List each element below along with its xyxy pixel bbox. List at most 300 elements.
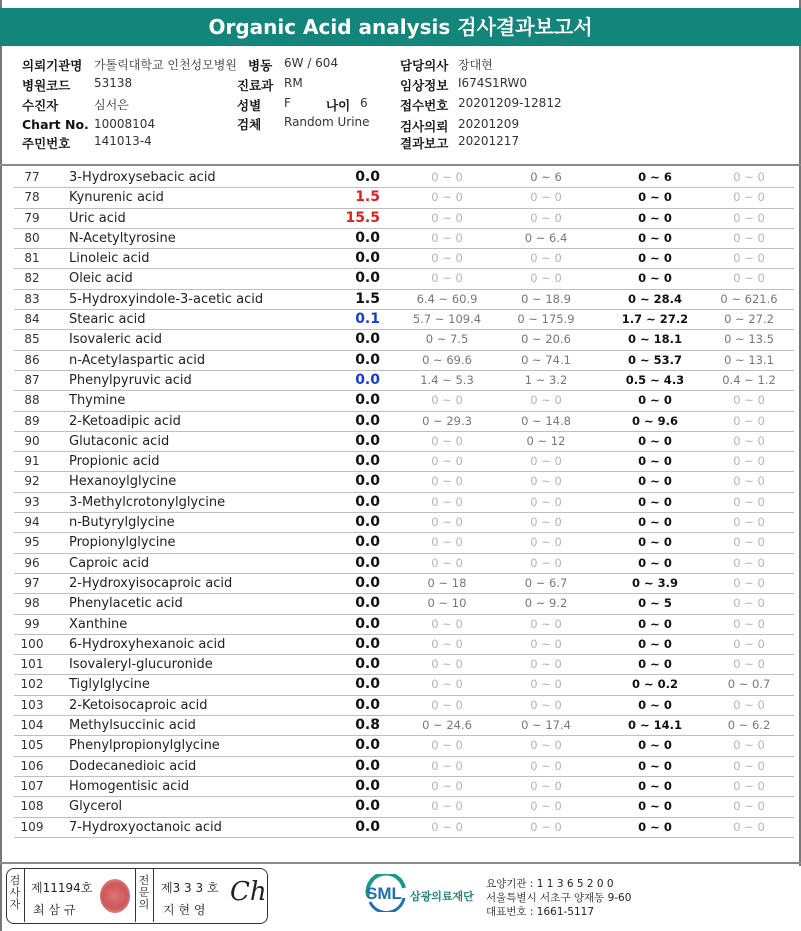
- reference-range-4: 0 ~ 0: [733, 575, 765, 590]
- report-title: Organic Acid analysis 검사결과보고서: [0, 8, 801, 46]
- row-number: 93: [24, 494, 40, 509]
- hospital-code-value: 53138: [94, 76, 133, 90]
- doctor-label: 담당의사: [400, 58, 449, 73]
- reference-range-4: 0 ~ 0: [733, 433, 765, 448]
- result-value: 0.0: [355, 331, 380, 348]
- reference-range-4: 0 ~ 0: [733, 819, 765, 834]
- lab-address: 서울특별시 서초구 양재동 9-60: [486, 892, 632, 904]
- specialist-license: 제3 3 3 호: [161, 881, 219, 895]
- verifier-license: 제11194호: [31, 881, 93, 895]
- reference-range-4: 0 ~ 0: [733, 271, 765, 286]
- analyte-name: Tiglylglycine: [69, 677, 150, 693]
- reference-range-2: 0 ~ 0: [530, 210, 562, 225]
- row-number: 105: [20, 738, 44, 753]
- seal-stamp-icon: [100, 879, 130, 913]
- table-row: [14, 188, 794, 208]
- analyte-name: 2-Hydroxyisocaproic acid: [69, 575, 233, 591]
- reference-range-1: 5.7 ~ 109.4: [412, 312, 482, 327]
- clinical-label: 임상정보: [400, 78, 449, 93]
- result-value: 0.1: [355, 311, 380, 328]
- reference-range-2: 0 ~ 17.4: [521, 718, 571, 733]
- department-value: RM: [284, 76, 303, 90]
- result-value: 15.5: [345, 209, 380, 226]
- signature: Ch: [230, 877, 267, 907]
- reference-range-3: 0 ~ 0: [638, 616, 672, 631]
- analyte-name: Uric acid: [69, 210, 126, 226]
- row-number: 102: [20, 677, 44, 692]
- reference-range-4: 0 ~ 0: [733, 697, 765, 712]
- age-value: 6: [360, 96, 368, 110]
- table-row: [14, 351, 794, 371]
- reference-range-2: 0 ~ 0: [530, 454, 562, 469]
- reference-range-2: 0 ~ 0: [530, 657, 562, 672]
- reference-range-4: 0 ~ 0: [733, 190, 765, 205]
- reference-range-2: 0 ~ 20.6: [521, 332, 571, 347]
- reference-range-3: 0 ~ 28.4: [627, 291, 683, 306]
- reference-range-1: 0 ~ 10: [427, 596, 467, 611]
- reference-range-4: 0 ~ 0: [733, 596, 765, 611]
- reference-range-1: 0 ~ 0: [431, 494, 463, 509]
- result-value: 0.0: [355, 534, 380, 551]
- resident-value: 141013-4: [94, 134, 152, 148]
- reference-range-2: 0 ~ 6.4: [524, 230, 568, 245]
- signature-box: [6, 868, 268, 924]
- lab-phone: 대표번호 : 1661-5117: [486, 906, 595, 918]
- reference-range-1: 0 ~ 0: [431, 616, 463, 631]
- table-row: [14, 675, 794, 695]
- table-row: [14, 412, 794, 432]
- specialist-name: 지 현 영: [163, 903, 206, 917]
- reference-range-2: 0 ~ 0: [530, 515, 562, 530]
- reference-range-4: 0 ~ 0: [733, 210, 765, 225]
- row-number: 77: [24, 170, 40, 184]
- reference-range-3: 0 ~ 3.9: [631, 575, 679, 590]
- table-row: [14, 269, 794, 289]
- institution-code: 요양기관 : 1 1 3 6 5 2 0 0: [486, 878, 614, 890]
- table-row: [14, 513, 794, 533]
- table-row: [14, 229, 794, 249]
- row-number: 96: [24, 555, 40, 570]
- reference-range-4: 0 ~ 0.7: [727, 677, 771, 692]
- result-value: 0.0: [355, 615, 380, 632]
- reference-range-3: 0 ~ 0: [638, 535, 672, 550]
- analyte-name: Phenylpropionylglycine: [69, 738, 220, 754]
- reference-range-2: 0 ~ 74.1: [521, 352, 571, 367]
- reference-range-1: 0 ~ 0: [431, 778, 463, 793]
- reference-range-1: 0 ~ 0: [431, 210, 463, 225]
- table-row: [14, 472, 794, 492]
- reference-range-3: 0 ~ 0: [638, 494, 672, 509]
- result-value: 1.5: [355, 290, 380, 307]
- table-row: [14, 432, 794, 452]
- row-number: 84: [24, 312, 40, 327]
- result-value: 0.0: [355, 229, 380, 246]
- reference-range-3: 0 ~ 0: [638, 515, 672, 530]
- reference-range-4: 0 ~ 0: [733, 799, 765, 814]
- result-value: 0.0: [355, 412, 380, 429]
- reference-range-1: 0 ~ 0: [431, 799, 463, 814]
- reference-range-4: 0 ~ 0: [733, 494, 765, 509]
- table-row: [14, 615, 794, 635]
- row-number: 82: [24, 271, 40, 286]
- reference-range-4: 0 ~ 0: [733, 758, 765, 773]
- reference-range-1: 0 ~ 18: [427, 575, 467, 590]
- row-number: 83: [24, 291, 40, 306]
- row-number: 107: [20, 778, 44, 793]
- reference-range-4: 0 ~ 27.2: [724, 312, 774, 327]
- patient-info: [0, 46, 801, 166]
- row-number: 79: [24, 210, 40, 225]
- result-value: 0.0: [355, 798, 380, 815]
- result-value: 0.0: [355, 392, 380, 409]
- reference-range-2: 0 ~ 6.7: [524, 575, 568, 590]
- specimen-label: 검체: [237, 117, 262, 132]
- result-value: 0.0: [355, 473, 380, 490]
- sex-label: 성별: [237, 98, 262, 113]
- reference-range-2: 0 ~ 12: [526, 433, 566, 448]
- table-row: [14, 777, 794, 797]
- result-value: 0.0: [355, 777, 380, 794]
- reference-range-1: 0 ~ 0: [431, 758, 463, 773]
- analyte-name: Homogentisic acid: [69, 778, 190, 794]
- result-value: 0.0: [355, 371, 380, 388]
- analyte-name: Phenylacetic acid: [69, 596, 183, 612]
- reference-range-2: 0 ~ 0: [530, 555, 562, 570]
- reference-range-1: 0 ~ 69.6: [422, 352, 472, 367]
- reference-range-3: 0 ~ 0: [638, 454, 672, 469]
- institution-label: 의뢰기관명: [22, 58, 83, 73]
- receipt-value: 20201209-12812: [458, 96, 562, 110]
- reference-range-4: 0 ~ 0: [733, 251, 765, 266]
- reference-range-3: 0 ~ 0: [638, 799, 672, 814]
- sml-logo: [364, 874, 484, 914]
- reference-range-2: 0 ~ 0: [530, 697, 562, 712]
- reference-range-4: 0 ~ 0: [733, 515, 765, 530]
- analyte-name: Thymine: [69, 393, 126, 409]
- reference-range-3: 0 ~ 9.6: [631, 413, 679, 428]
- reference-range-2: 0 ~ 0: [530, 758, 562, 773]
- analyte-name: Caproic acid: [69, 555, 150, 571]
- reference-range-2: 0 ~ 0: [530, 190, 562, 205]
- header-divider: [0, 164, 801, 166]
- reference-range-4: 0 ~ 0: [733, 616, 765, 631]
- results-table: [14, 168, 794, 838]
- reference-range-3: 1.7 ~ 27.2: [621, 312, 689, 327]
- table-row: [14, 736, 794, 756]
- age-label: 나이: [326, 98, 351, 113]
- ward-label: 병동: [248, 58, 273, 73]
- department-label: 진료과: [237, 78, 274, 93]
- result-value: 0.0: [355, 493, 380, 510]
- report-label: 결과보고: [400, 136, 449, 151]
- reference-range-4: 0 ~ 0: [733, 393, 765, 408]
- analyte-name: Methylsuccinic acid: [69, 718, 196, 734]
- receipt-label: 접수번호: [400, 98, 449, 113]
- result-value: 0.0: [355, 270, 380, 287]
- analyte-name: 2-Ketoadipic acid: [69, 413, 181, 429]
- reference-range-3: 0 ~ 6: [638, 170, 672, 184]
- row-number: 85: [24, 332, 40, 347]
- reference-range-4: 0 ~ 0: [733, 413, 765, 428]
- chart-label: Chart No.: [22, 117, 89, 132]
- reference-range-4: 0 ~ 0: [733, 535, 765, 550]
- row-number: 90: [24, 433, 40, 448]
- reference-range-4: 0 ~ 13.1: [724, 352, 774, 367]
- reference-range-1: 0 ~ 7.5: [425, 332, 469, 347]
- analyte-name: Isovaleric acid: [69, 332, 163, 348]
- table-row: [14, 168, 794, 188]
- table-row: [14, 330, 794, 350]
- reference-range-2: 0 ~ 0: [530, 778, 562, 793]
- row-number: 106: [20, 758, 44, 773]
- analyte-name: Phenylpyruvic acid: [69, 372, 192, 388]
- ward-value: 6W / 604: [284, 56, 339, 70]
- reference-range-1: 0 ~ 0: [431, 170, 463, 184]
- result-value: 0.0: [355, 514, 380, 531]
- report-footer: [0, 864, 801, 931]
- reference-range-2: 0 ~ 18.9: [521, 291, 571, 306]
- table-row: [14, 310, 794, 330]
- table-row: [14, 696, 794, 716]
- analyte-name: Stearic acid: [69, 312, 146, 328]
- reference-range-2: 0 ~ 14.8: [521, 413, 571, 428]
- result-value: 1.5: [355, 189, 380, 206]
- result-value: 0.0: [355, 595, 380, 612]
- row-number: 100: [20, 636, 44, 651]
- analyte-name: n-Butyrylglycine: [69, 515, 175, 531]
- reference-range-1: 0 ~ 0: [431, 433, 463, 448]
- result-value: 0.0: [355, 818, 380, 835]
- result-value: 0.0: [355, 554, 380, 571]
- reference-range-3: 0 ~ 0: [638, 758, 672, 773]
- result-value: 0.0: [355, 676, 380, 693]
- reference-range-3: 0 ~ 0: [638, 636, 672, 651]
- table-row: [14, 574, 794, 594]
- reference-range-2: 0 ~ 0: [530, 636, 562, 651]
- analyte-name: 7-Hydroxyoctanoic acid: [69, 819, 222, 835]
- logo-korean: 삼광의료재단: [410, 890, 474, 903]
- reference-range-1: 0 ~ 0: [431, 636, 463, 651]
- reference-range-1: 0 ~ 0: [431, 677, 463, 692]
- row-number: 97: [24, 575, 40, 590]
- reference-range-3: 0 ~ 0: [638, 738, 672, 753]
- row-number: 95: [24, 535, 40, 550]
- reference-range-3: 0 ~ 53.7: [627, 352, 683, 367]
- row-number: 109: [20, 819, 44, 834]
- row-number: 104: [20, 718, 44, 733]
- analyte-name: n-Acetylaspartic acid: [69, 352, 206, 368]
- reference-range-3: 0 ~ 0: [638, 474, 672, 489]
- reference-range-4: 0 ~ 0: [733, 738, 765, 753]
- result-value: 0.0: [355, 656, 380, 673]
- reference-range-2: 0 ~ 0: [530, 819, 562, 834]
- reference-range-4: 0 ~ 0: [733, 555, 765, 570]
- table-row: [14, 533, 794, 553]
- table-row: [14, 391, 794, 411]
- logo-text: SML: [366, 884, 402, 903]
- reference-range-2: 0 ~ 0: [530, 738, 562, 753]
- request-value: 20201209: [458, 117, 520, 131]
- reference-range-3: 0 ~ 0: [638, 210, 672, 225]
- patient-label: 수진자: [22, 98, 59, 113]
- analyte-name: N-Acetyltyrosine: [69, 230, 176, 246]
- reference-range-2: 0 ~ 0: [530, 799, 562, 814]
- reference-range-4: 0 ~ 0: [733, 454, 765, 469]
- row-number: 89: [24, 413, 40, 428]
- table-row: [14, 655, 794, 675]
- table-row: [14, 493, 794, 513]
- sex-value: F: [284, 96, 291, 110]
- patient-name: 심서은: [94, 98, 129, 112]
- reference-range-1: 1.4 ~ 5.3: [420, 372, 474, 387]
- chart-value: 10008104: [94, 117, 156, 131]
- institution-value: 가톨릭대학교 인천성모병원: [94, 58, 237, 72]
- reference-range-3: 0 ~ 0: [638, 271, 672, 286]
- result-value: 0.0: [355, 351, 380, 368]
- reference-range-2: 0 ~ 6: [530, 170, 562, 184]
- reference-range-3: 0 ~ 0: [638, 819, 672, 834]
- analyte-name: Xanthine: [69, 616, 128, 632]
- specimen-value: Random Urine: [284, 115, 370, 129]
- result-value: 0.0: [355, 453, 380, 470]
- result-value: 0.0: [355, 737, 380, 754]
- table-row: [14, 716, 794, 736]
- analyte-name: Propionylglycine: [69, 535, 176, 551]
- reference-range-4: 0 ~ 621.6: [720, 291, 778, 306]
- table-row: [14, 635, 794, 655]
- row-number: 94: [24, 515, 40, 530]
- reference-range-2: 0 ~ 0: [530, 393, 562, 408]
- row-number: 88: [24, 393, 40, 408]
- reference-range-1: 0 ~ 0: [431, 535, 463, 550]
- reference-range-1: 0 ~ 0: [431, 454, 463, 469]
- reference-range-4: 0 ~ 0: [733, 474, 765, 489]
- table-row: [14, 249, 794, 269]
- analyte-name: Glutaconic acid: [69, 433, 170, 449]
- reference-range-3: 0 ~ 0: [638, 190, 672, 205]
- reference-range-1: 0 ~ 0: [431, 738, 463, 753]
- hospital-code-label: 병원코드: [22, 78, 71, 93]
- reference-range-1: 0 ~ 0: [431, 555, 463, 570]
- reference-range-3: 0 ~ 14.1: [627, 718, 683, 733]
- table-row: [14, 554, 794, 574]
- reference-range-2: 0 ~ 0: [530, 494, 562, 509]
- reference-range-4: 0 ~ 0: [733, 170, 765, 184]
- result-value: 0.0: [355, 635, 380, 652]
- reference-range-3: 0 ~ 0: [638, 657, 672, 672]
- analyte-name: 3-Hydroxysebacic acid: [69, 170, 216, 185]
- verifier-name: 최 삼 규: [33, 903, 76, 917]
- table-row: [14, 818, 794, 838]
- reference-range-4: 0 ~ 0: [733, 230, 765, 245]
- reference-range-3: 0 ~ 0: [638, 393, 672, 408]
- result-value: 0.0: [355, 250, 380, 267]
- reference-range-3: 0 ~ 18.1: [627, 332, 683, 347]
- table-row: [14, 209, 794, 229]
- table-row: [14, 757, 794, 777]
- reference-range-2: 0 ~ 175.9: [517, 312, 575, 327]
- reference-range-1: 0 ~ 0: [431, 190, 463, 205]
- reference-range-3: 0 ~ 0: [638, 555, 672, 570]
- analyte-name: 5-Hydroxyindole-3-acetic acid: [69, 291, 264, 307]
- row-number: 81: [24, 251, 40, 266]
- analyte-name: Propionic acid: [69, 454, 160, 470]
- result-value: 0.0: [355, 169, 380, 185]
- reference-range-3: 0.5 ~ 4.3: [625, 372, 685, 387]
- reference-range-1: 0 ~ 0: [431, 697, 463, 712]
- row-number: 99: [24, 616, 40, 631]
- report-value: 20201217: [458, 134, 520, 148]
- verifier-label: 검 사 자: [9, 874, 21, 911]
- reference-range-1: 0 ~ 0: [431, 393, 463, 408]
- row-number: 91: [24, 454, 40, 469]
- analyte-name: 2-Ketoisocaproic acid: [69, 697, 208, 713]
- reference-range-3: 0 ~ 0: [638, 697, 672, 712]
- reference-range-3: 0 ~ 0: [638, 433, 672, 448]
- result-value: 0.0: [355, 696, 380, 713]
- row-number: 86: [24, 352, 40, 367]
- reference-range-2: 0 ~ 0: [530, 677, 562, 692]
- reference-range-1: 0 ~ 0: [431, 251, 463, 266]
- doctor-value: 장대현: [458, 58, 493, 72]
- reference-range-4: 0 ~ 13.5: [724, 332, 774, 347]
- row-number: 78: [24, 190, 40, 205]
- row-number: 108: [20, 799, 44, 814]
- row-number: 80: [24, 230, 40, 245]
- row-number: 101: [20, 657, 44, 672]
- table-row: [14, 594, 794, 614]
- table-row: [14, 371, 794, 391]
- reference-range-3: 0 ~ 0.2: [631, 677, 679, 692]
- result-value: 0.0: [355, 574, 380, 591]
- reference-range-4: 0 ~ 0: [733, 636, 765, 651]
- reference-range-2: 0 ~ 0: [530, 474, 562, 489]
- reference-range-3: 0 ~ 0: [638, 778, 672, 793]
- analyte-name: Dodecanedioic acid: [69, 758, 197, 774]
- row-number: 98: [24, 596, 40, 611]
- analyte-name: 3-Methylcrotonylglycine: [69, 494, 226, 510]
- specialist-label: 전 문 의: [138, 874, 150, 911]
- reference-range-3: 0 ~ 0: [638, 230, 672, 245]
- reference-range-4: 0 ~ 0: [733, 657, 765, 672]
- table-row: [14, 290, 794, 310]
- reference-range-1: 0 ~ 0: [431, 819, 463, 834]
- table-row: [14, 452, 794, 472]
- reference-range-1: 0 ~ 29.3: [422, 413, 472, 428]
- reference-range-3: 0 ~ 5: [638, 596, 672, 611]
- reference-range-1: 0 ~ 24.6: [422, 718, 472, 733]
- reference-range-1: 0 ~ 0: [431, 271, 463, 286]
- analyte-name: Kynurenic acid: [69, 190, 164, 206]
- analyte-name: Oleic acid: [69, 271, 133, 287]
- reference-range-2: 0 ~ 9.2: [524, 596, 568, 611]
- reference-range-4: 0.4 ~ 1.2: [722, 372, 776, 387]
- reference-range-4: 0 ~ 6.2: [727, 718, 771, 733]
- row-number: 103: [20, 697, 44, 712]
- reference-range-3: 0 ~ 0: [638, 251, 672, 266]
- row-number: 87: [24, 372, 40, 387]
- analyte-name: Isovaleryl-glucuronide: [69, 657, 213, 673]
- result-value: 0.0: [355, 757, 380, 774]
- reference-range-2: 0 ~ 0: [530, 271, 562, 286]
- resident-label: 주민번호: [22, 136, 71, 151]
- row-number: 92: [24, 474, 40, 489]
- analyte-name: Hexanoylglycine: [69, 474, 177, 490]
- analyte-name: Linoleic acid: [69, 251, 150, 267]
- analyte-name: 6-Hydroxyhexanoic acid: [69, 636, 226, 652]
- reference-range-1: 0 ~ 0: [431, 230, 463, 245]
- result-value: 0.8: [355, 717, 380, 734]
